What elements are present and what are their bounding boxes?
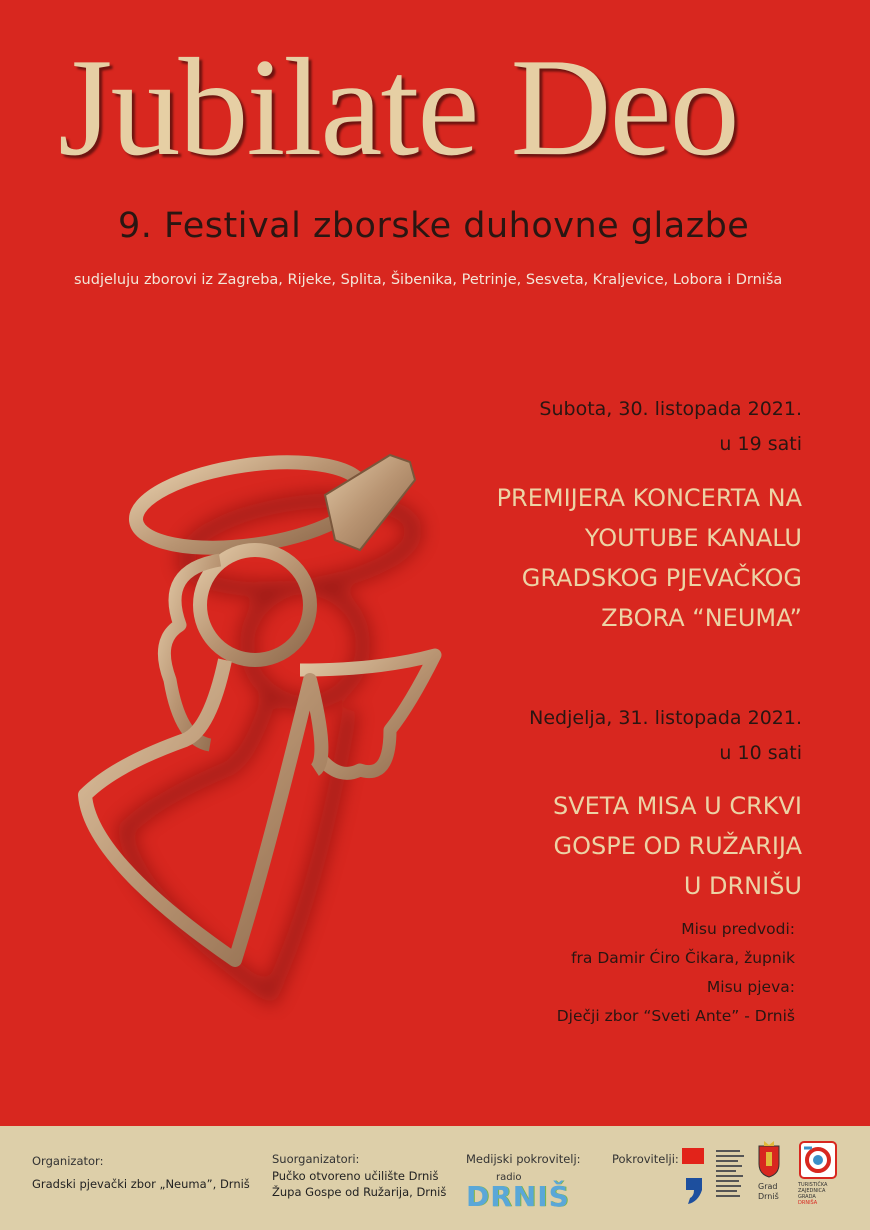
event1-line: GRADSKOG PJEVAČKOG: [521, 564, 802, 592]
event1-date: Subota, 30. listopada 2021.: [539, 398, 802, 420]
event2-line: U DRNIŠU: [683, 872, 802, 900]
event1-time: u 19 sati: [719, 433, 802, 455]
angel-pendant-icon: [60, 440, 490, 1020]
coorganizer: Pučko otvoreno učilište Drniš: [272, 1169, 439, 1183]
event1-line: PREMIJERA KONCERTA NA: [496, 484, 802, 512]
festival-title: Jubilate Deo: [58, 30, 738, 185]
radio-drnis-logo: [466, 1170, 576, 1214]
media-sponsor-label: Medijski pokrovitelj:: [466, 1152, 581, 1166]
event2-description: [553, 786, 802, 906]
footer: [0, 1126, 870, 1230]
coorganizers-label: Suorganizatori:: [272, 1152, 360, 1166]
grad-text: Drniš: [758, 1192, 779, 1201]
event2-time: u 10 sati: [719, 742, 802, 764]
event2-details: [557, 915, 795, 1031]
tz-logo-text: [798, 1182, 827, 1206]
mass-leader: fra Damir Ćiro Čikara, župnik: [571, 949, 795, 967]
radio-name: DRNIŠ: [466, 1180, 570, 1213]
event1-description: [497, 478, 802, 638]
grad-text: Grad: [758, 1182, 778, 1191]
festival-subtitle: 9. Festival zborske duhovne glazbe: [118, 206, 750, 246]
tz-text: DRNIŠA: [798, 1200, 818, 1206]
event1-line: YOUTUBE KANALU: [584, 524, 802, 552]
radio-small-label: radio: [496, 1172, 522, 1183]
mass-leader-label: Misu predvodi:: [681, 920, 795, 938]
organizer: Gradski pjevački zbor „Neuma”, Drniš: [32, 1177, 250, 1191]
ministry-logo-icon: [680, 1146, 750, 1208]
tz-drnis-logo-icon: [798, 1140, 838, 1180]
tz-text: GRADA: [798, 1194, 816, 1200]
mass-choir: Dječji zbor “Sveti Ante” - Drniš: [556, 1007, 795, 1025]
coorganizer: Župa Gospe od Ružarija, Drniš: [272, 1185, 447, 1199]
grad-drnis-crest-icon: [756, 1140, 782, 1178]
event2-line: GOSPE OD RUŽARIJA: [553, 832, 802, 860]
tz-text: TURISTIČKA: [798, 1182, 828, 1188]
organizer-label: Organizator:: [32, 1154, 104, 1168]
patrons-label: Pokrovitelji:: [612, 1152, 679, 1166]
event1-line: ZBORA “NEUMA”: [601, 604, 802, 632]
mass-choir-label: Misu pjeva:: [706, 978, 795, 996]
event2-date: Nedjelja, 31. listopada 2021.: [529, 707, 802, 729]
participants-line: sudjeluju zborovi iz Zagreba, Rijeke, Splita, Šibenika, Petrinje, Sesveta, Kraljevice, Lobora i Drniša: [74, 272, 783, 288]
tz-text: ZAJEDNICA: [798, 1188, 826, 1194]
event2-line: SVETA MISA U CRKVI: [552, 792, 802, 820]
